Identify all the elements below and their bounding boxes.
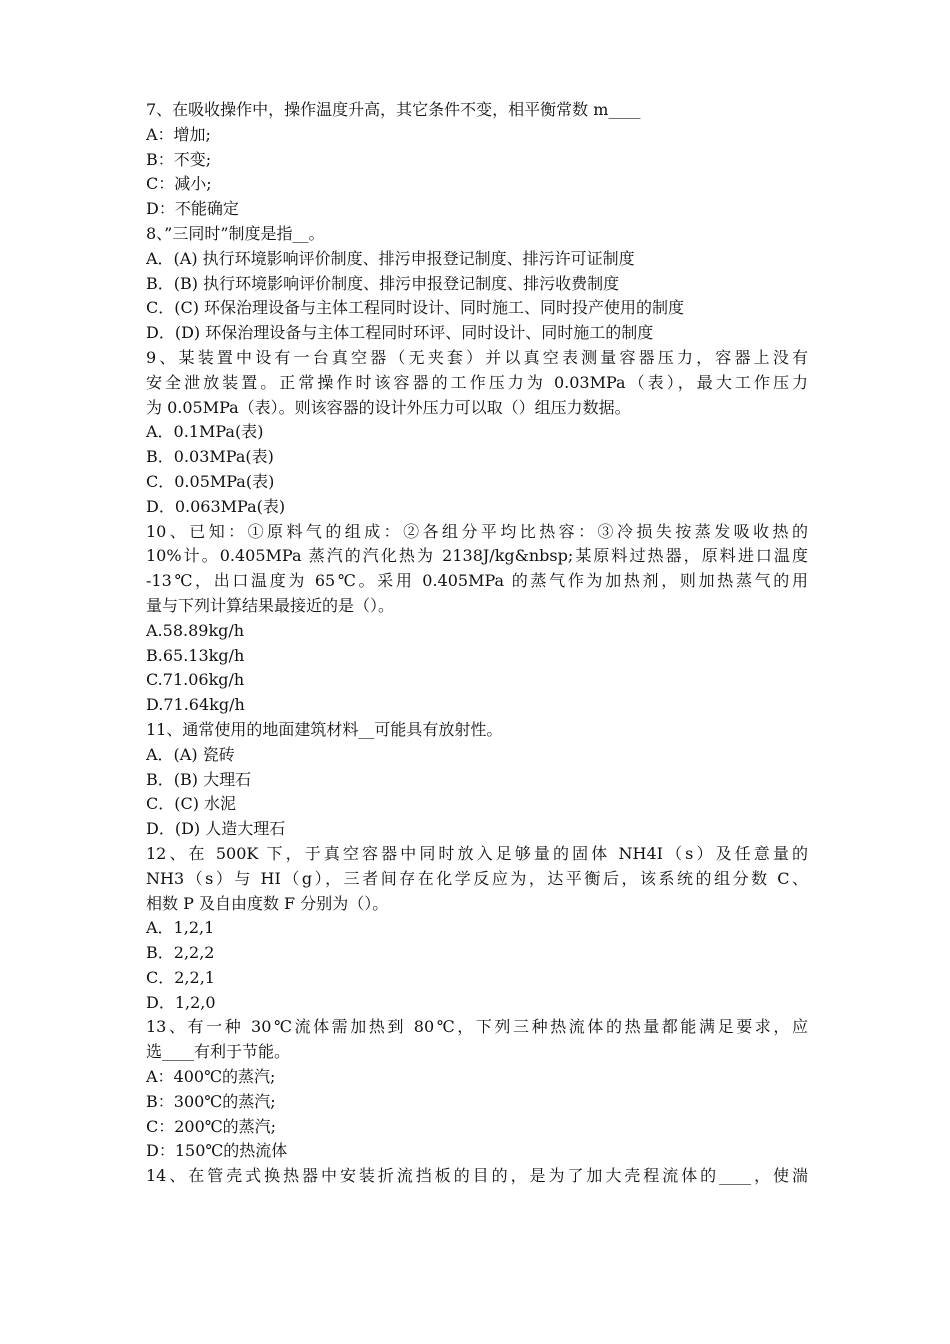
question-12-option-c: C．2,2,1 [146,967,215,987]
question-7-option-c: C：减小; [146,174,212,194]
question-11-stem: 11、通常使用的地面建筑材料__可能具有放射性。 [146,719,503,739]
question-9-stem-line-1: 9、某装置中设有一台真空器（无夹套）并以真空表测量容器压力，容器上没有 [146,347,808,367]
question-10-stem-line-4: 量与下列计算结果最接近的是（）。 [146,595,395,615]
document-body [146,98,808,1189]
question-7-option-d: D：不能确定 [146,199,239,219]
question-13-option-b: B：300℃的蒸汽; [146,1091,276,1111]
question-9-stem-line-3: 为 0.05MPa（表）。则该容器的设计外压力可以取（）组压力数据。 [146,397,631,417]
question-10-option-a: A.58.89kg/h [146,620,245,640]
question-12-stem-line-1: 12、在 500K 下，于真空容器中同时放入足够量的固体 NH4I（s）及任意量的 [146,843,808,863]
question-8-stem: 8、”三同时”制度是指__。 [146,223,325,243]
question-10-option-c: C.71.06kg/h [146,670,245,690]
question-10-option-d: D.71.64kg/h [146,695,245,715]
question-8-option-a: A．(A) 执行环境影响评价制度、排污申报登记制度、排污许可证制度 [146,248,635,268]
question-7-option-a: A：增加; [146,124,211,144]
question-9-option-c: C．0.05MPa(表) [146,471,275,491]
question-12-stem-line-3: 相数 P 及自由度数 F 分别为（）。 [146,893,389,913]
question-13-stem-line-1: 13、有一种 30℃流体需加热到 80℃，下列三种热流体的热量都能满足要求，应 [146,1017,808,1037]
question-11-option-d: D．(D) 人造大理石 [146,819,286,839]
question-9-stem-line-2: 安全泄放装置。正常操作时该容器的工作压力为 0.03MPa（表），最大工作压力 [146,372,808,392]
question-10-stem-line-3: -13℃，出口温度为 65℃。采用 0.405MPa 的蒸气作为加热剂，则加热蒸气的用 [146,571,808,591]
question-12-option-a: A．1,2,1 [146,918,215,938]
question-11-option-b: B．(B) 大理石 [146,769,252,789]
question-8-option-c: C．(C) 环保治理设备与主体工程同时设计、同时施工、同时投产使用的制度 [146,298,685,318]
question-13-stem-line-2: 选____有利于节能。 [146,1042,291,1062]
question-14-stem-line-1: 14、在管壳式换热器中安装折流挡板的目的，是为了加大壳程流体的____，使湍 [146,1166,808,1186]
question-10-stem-line-1: 10、已知：①原料气的组成：②各组分平均比热容：③冷损失按蒸发吸收热的 [146,521,808,541]
question-7-option-b: B：不变; [146,149,212,169]
question-9-option-d: D．0.063MPa(表) [146,496,286,516]
question-8-option-d: D．(D) 环保治理设备与主体工程同时环评、同时设计、同时施工的制度 [146,323,654,343]
question-11-option-a: A．(A) 瓷砖 [146,744,235,764]
question-9-option-a: A．0.1MPa(表) [146,422,264,442]
question-10-stem-line-2: 10%计。0.405MPa 蒸汽的汽化热为 2138J/kg&nbsp;某原料过热器，原料进口温度 [146,546,808,566]
question-13-option-a: A：400℃的蒸汽; [146,1067,276,1087]
question-8-option-b: B．(B) 执行环境影响评价制度、排污申报登记制度、排污收费制度 [146,273,620,293]
question-12-option-b: B．2,2,2 [146,943,215,963]
question-13-option-d: D：150℃的热流体 [146,1141,288,1161]
question-10-option-b: B.65.13kg/h [146,645,245,665]
question-9-option-b: B．0.03MPa(表) [146,447,274,467]
question-12-stem-line-2: NH3（s）与 HI（g），三者间存在化学反应为，达平衡后，该系统的组分数 C、 [146,868,808,888]
question-13-option-c: C：200℃的蒸汽; [146,1116,277,1136]
question-7-stem: 7、在吸收操作中，操作温度升高，其它条件不变，相平衡常数 m____ [146,100,641,119]
question-12-option-d: D．1,2,0 [146,992,216,1012]
question-11-option-c: C．(C) 水泥 [146,794,237,814]
